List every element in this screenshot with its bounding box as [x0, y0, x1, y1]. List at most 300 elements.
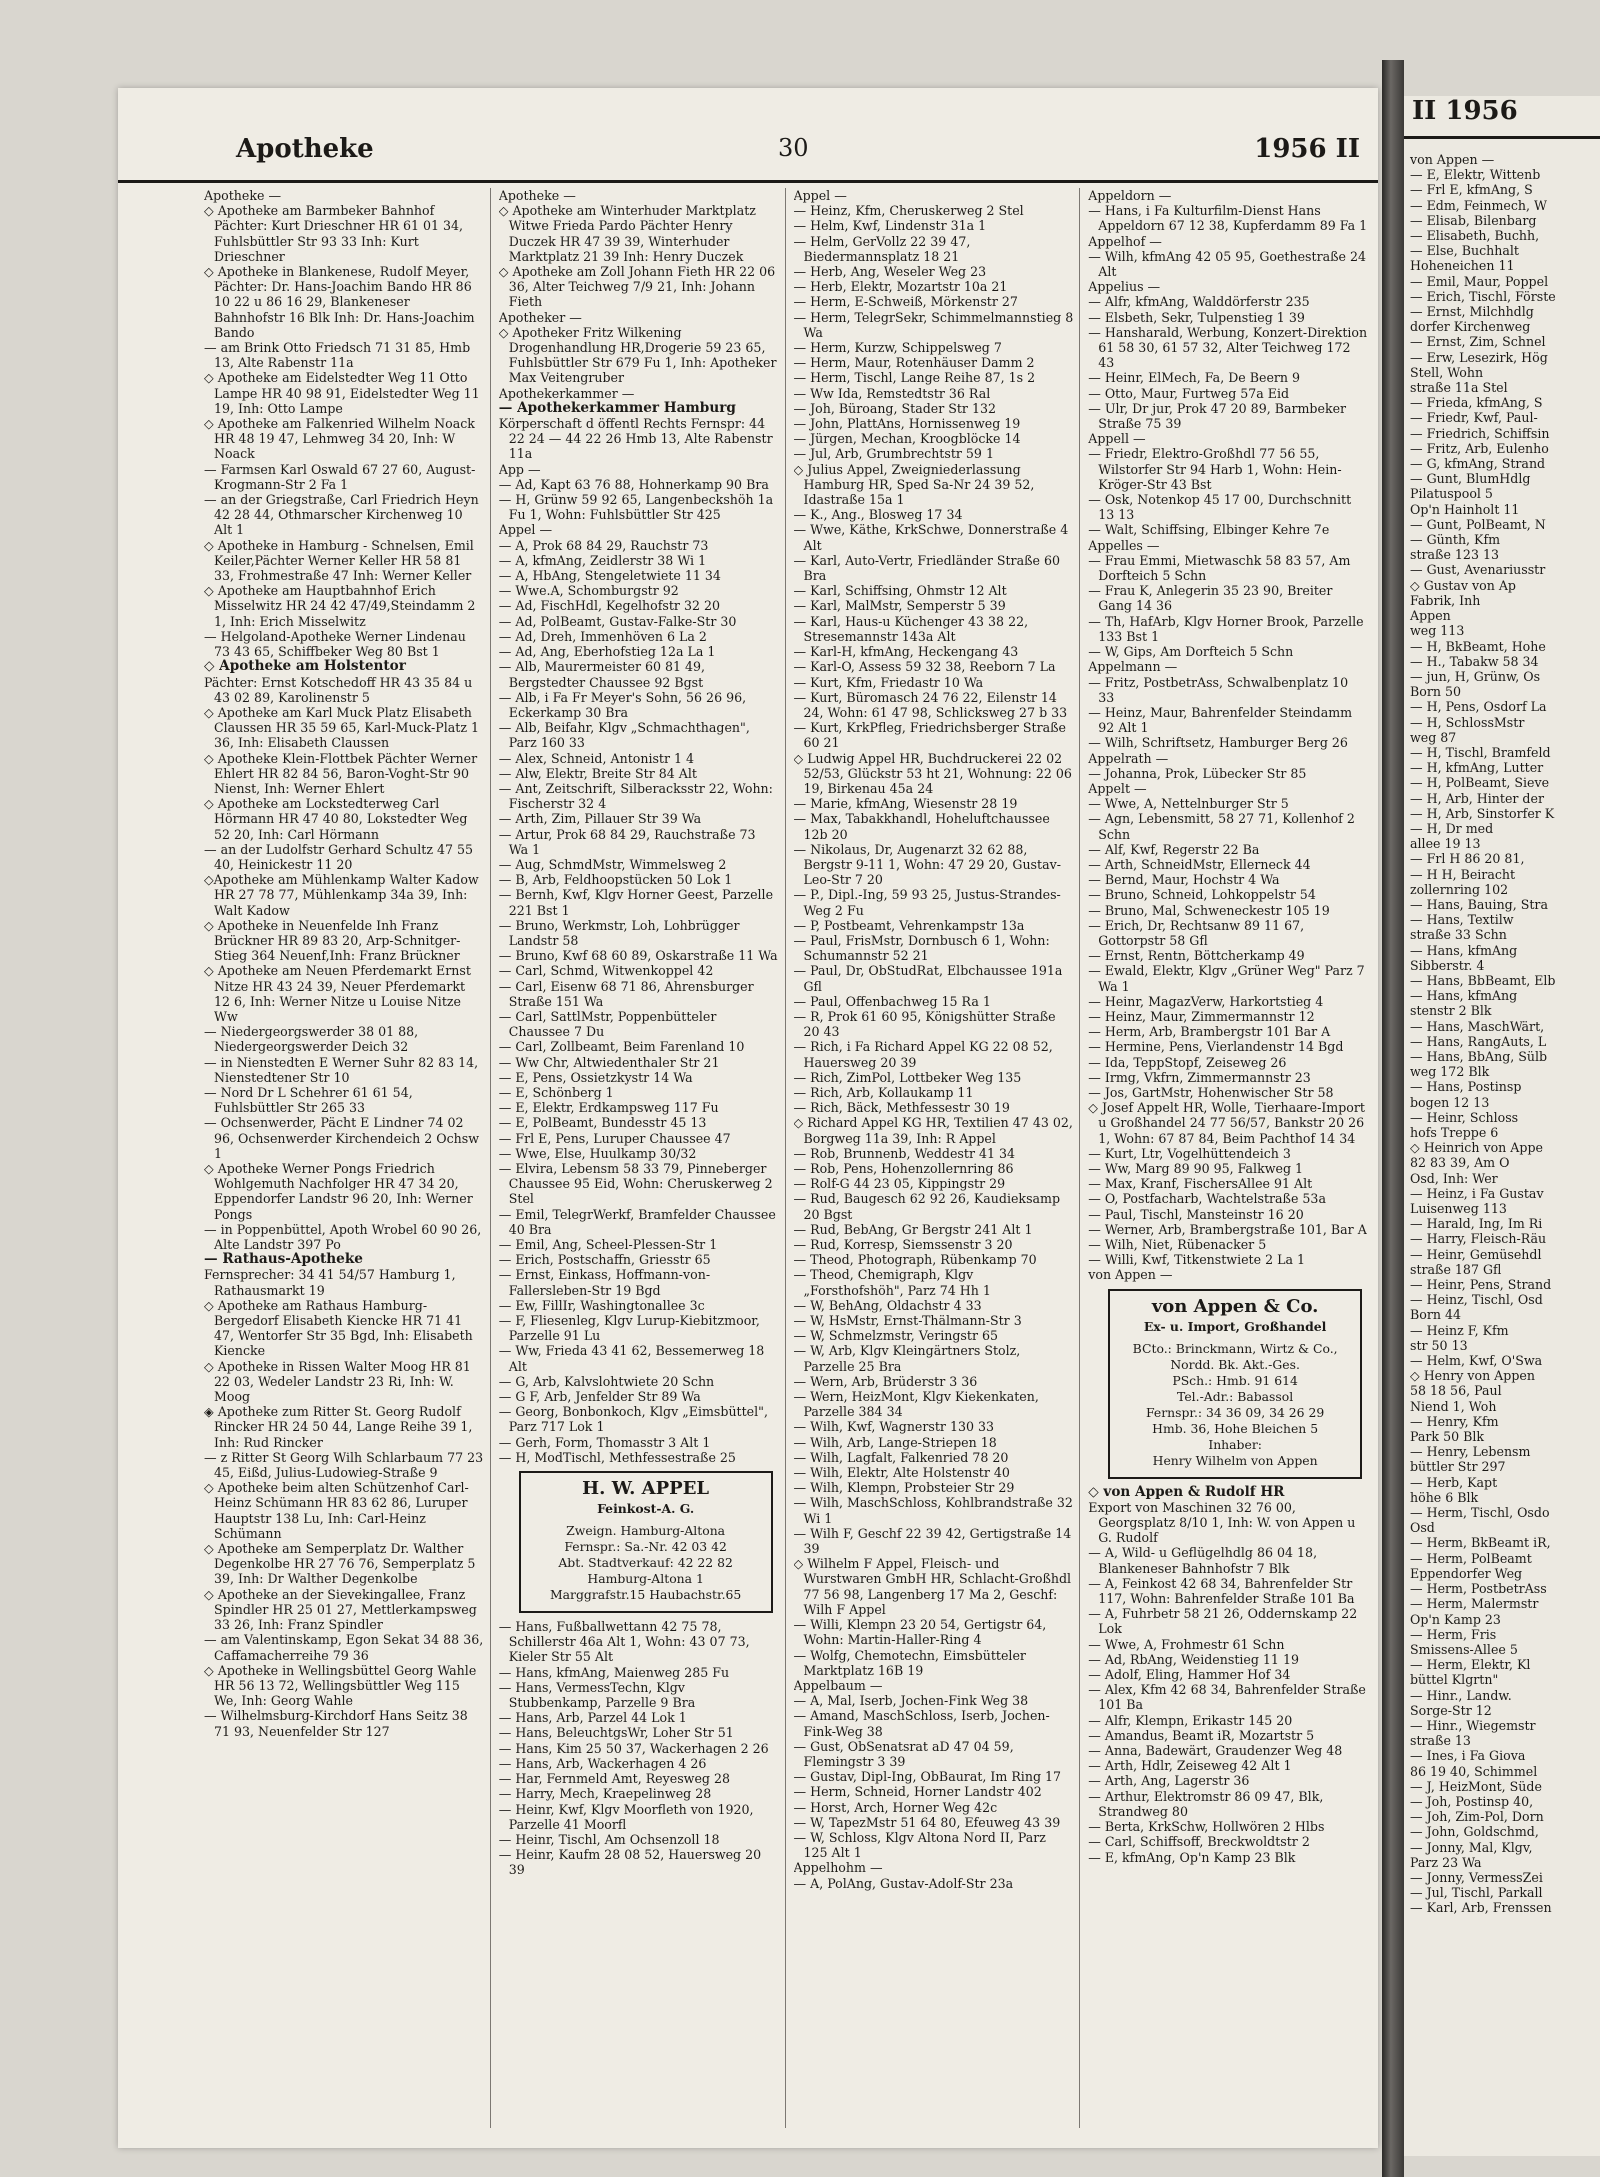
- directory-entry: — Hans, kfmAng: [1410, 988, 1518, 1004]
- directory-entry: — Wwe, A, Nettelnburger Str 5: [1088, 796, 1289, 812]
- directory-entry: — Emil, TelegrWerkf, Bramfelder Chaussee 40 Bra: [498, 1206, 776, 1237]
- directory-entry: — Karl, Arb, Frenssen: [1410, 1900, 1552, 1916]
- directory-entry: — Heinr, Tischl, Am Ochsenzoll 18: [498, 1831, 720, 1847]
- directory-entry: — Horst, Arch, Horner Weg 42c: [793, 1799, 998, 1815]
- directory-entry: Pächter: Ernst Kotschedoff HR 43 35 84 u 43 02 89, Karolinenstr 5: [204, 674, 473, 705]
- directory-entry: — Herm, Elektr, Kl: [1410, 1657, 1531, 1673]
- directory-entry: — Friedr, Kwf, Paul-: [1410, 410, 1538, 426]
- directory-entry: — Hans, kfmAng, Maienweg 285 Fu: [498, 1664, 730, 1680]
- directory-entry: — Georg, Bonbonkoch, Klgv „Eimsbüttel", Parz 717 Lok 1: [498, 1404, 768, 1435]
- directory-entry: — W, TapezMstr 51 64 80, Efeuweg 43 39: [793, 1814, 1061, 1830]
- directory-entry: — Hermine, Pens, Vierlandenstr 14 Bgd: [1088, 1039, 1344, 1055]
- directory-entry: — Alb, i Fa Fr Meyer's Sohn, 56 26 96, Eckerkamp 30 Bra: [498, 689, 747, 720]
- directory-entry: — A, HbAng, Stengeletwiete 11 34: [498, 568, 721, 584]
- directory-entry: — Heinr, Kaufm 28 08 52, Hauersweg 20 39: [498, 1847, 762, 1878]
- directory-entry: — Helm, Kwf, O'Swa: [1410, 1353, 1543, 1369]
- directory-entry: — Bruno, Werkmstr, Loh, Lohbrügger Landstr 58: [498, 917, 740, 948]
- directory-entry: — Farmsen Karl Oswald 67 27 60, August-Krogmann-Str 2 Fa 1: [204, 461, 476, 492]
- directory-entry: straße 13: [1410, 1733, 1471, 1749]
- column-4: [1088, 188, 1374, 2128]
- directory-entry: — E, Elektr, Wittenb: [1410, 167, 1541, 183]
- directory-entry: — Gustav, Dipl-Ing, ObBaurat, Im Ring 17: [793, 1769, 1062, 1785]
- directory-entry: — O, Postfacharb, Wachtelstraße 53a: [1088, 1191, 1326, 1207]
- directory-entry: weg 113: [1410, 623, 1465, 639]
- directory-entry: — Gust, ObSenatsrat aD 47 04 59, Flemingstr 3 39: [793, 1738, 1014, 1769]
- ad-line: Fernspr.: Sa.-Nr. 42 03 42: [564, 1539, 727, 1555]
- directory-entry: — Anna, Badewärt, Graudenzer Weg 48: [1088, 1743, 1343, 1759]
- book-spine: [1382, 60, 1404, 2177]
- ad-subtitle: Feinkost-A. G.: [597, 1501, 695, 1517]
- directory-entry: — Alf, Kwf, Regerstr 22 Ba: [1088, 841, 1260, 857]
- directory-entry: Appell —: [1088, 431, 1146, 447]
- directory-entry: — Ochsenwerder, Pächt E Lindner 74 02 96, Ochsenwerder Kirchendeich 2 Ochsw 1: [204, 1115, 479, 1161]
- directory-entry: straße 11a Stel: [1410, 380, 1508, 396]
- directory-entry: — Hans, BbAng, Sülb: [1410, 1048, 1548, 1064]
- directory-entry: — Alfr, kfmAng, Walddörferstr 235: [1088, 294, 1310, 310]
- ad-line: Inhaber:: [1208, 1436, 1262, 1452]
- directory-entry: — A, kfmAng, Zeidlerstr 38 Wi 1: [498, 552, 707, 568]
- directory-entry: Fabrik, Inh: [1410, 592, 1481, 608]
- directory-entry: — Otto, Maur, Furtweg 57a Eid: [1088, 385, 1290, 401]
- directory-entry: — Rich, i Fa Richard Appel KG 22 08 52, Hauersweg 20 39: [793, 1039, 1053, 1070]
- directory-entry: Op'n Hainholt 11: [1410, 501, 1520, 517]
- directory-entry: Appen: [1410, 608, 1451, 624]
- directory-entry: — Ernst, Milchhdlg: [1410, 304, 1534, 320]
- directory-entry: — Hans, Bauing, Stra: [1410, 896, 1548, 912]
- directory-entry: ◇ Apotheke am Hauptbahnhof Erich Misselwitz HR 24 42 47/49,Steindamm 2 1, Inh: Erich Misselwitz: [204, 583, 476, 629]
- directory-entry: — Hinr., Landw.: [1410, 1687, 1512, 1703]
- directory-entry: — H, kfmAng, Lutter: [1410, 760, 1544, 776]
- directory-entry: — W, HsMstr, Ernst-Thälmann-Str 3: [793, 1313, 1022, 1329]
- directory-entry: — W, BehAng, Oldachstr 4 33: [793, 1297, 982, 1313]
- directory-entry: Luisenweg 113: [1410, 1201, 1507, 1217]
- directory-entry: — Ad, Kapt 63 76 88, Hohnerkamp 90 Bra: [498, 476, 769, 492]
- directory-entry: — Hans, BeleuchtgsWr, Loher Str 51: [498, 1725, 734, 1741]
- directory-entry: — Emil, Maur, Poppel: [1410, 273, 1549, 289]
- directory-entry: — B, Arb, Feldhoopstücken 50 Lok 1: [498, 872, 733, 888]
- directory-entry: — Willi, Kwf, Titkenstwiete 2 La 1: [1088, 1252, 1305, 1268]
- directory-entry: — Rich, Bäck, Methfessestr 30 19: [793, 1100, 1010, 1116]
- directory-entry: — Paul, FrisMstr, Dornbusch 6 1, Wohn: Schumannstr 52 21: [793, 932, 1050, 964]
- directory-entry: — Gust, Avenariusstr: [1410, 562, 1546, 578]
- directory-entry: allee 19 13: [1410, 836, 1481, 852]
- directory-entry: — Erich, Dr, Rechtsanw 89 11 67, Gottorpstr 58 Gfl: [1088, 917, 1305, 948]
- directory-entry: Sibberstr. 4: [1410, 957, 1485, 973]
- directory-entry: — Wolfg, Chemotechn, Eimsbütteler Marktplatz 16B 19: [793, 1647, 1026, 1678]
- directory-entry: — P., Dipl.-Ing, 59 93 25, Justus-Strandes-Weg 2 Fu: [793, 887, 1061, 918]
- directory-entry: — A, Mal, Iserb, Jochen-Fink Weg 38: [793, 1693, 1029, 1709]
- directory-entry: — Heinr, Kwf, Klgv Moorfleth von 1920, Parzelle 41 Moorfl: [498, 1801, 754, 1832]
- directory-entry: — A, Fuhrbetr 58 21 26, Oddernskamp 22 Lok: [1088, 1606, 1358, 1637]
- directory-entry: — Elisab, Bilenbarg: [1410, 212, 1537, 228]
- directory-entry: — Karl, MalMstr, Semperstr 5 39: [793, 598, 1006, 614]
- directory-entry: — H H, Beiracht: [1410, 866, 1516, 882]
- directory-entry: 58 18 56, Paul: [1410, 1383, 1502, 1399]
- directory-entry: — H, Arb, Sinstorfer K: [1410, 805, 1555, 821]
- directory-entry: — Wilh, Arb, Lange-Striepen 18: [793, 1434, 997, 1450]
- directory-entry: — H, Pens, Osdorf La: [1410, 699, 1547, 715]
- advertisement-box: [1108, 1289, 1362, 1479]
- directory-entry: — Karl-O, Assess 59 32 38, Reeborn 7 La: [793, 659, 1056, 675]
- directory-entry: — Heinz, Maur, Zimmermannstr 12: [1088, 1008, 1315, 1024]
- directory-entry: — Ernst, Einkass, Hoffmann-von-Fallersleben-Str 19 Bgd: [498, 1267, 711, 1298]
- directory-entry: — Bruno, Schneid, Lohkoppelstr 54: [1088, 887, 1316, 903]
- directory-entry: — G F, Arb, Jenfelder Str 89 Wa: [498, 1389, 701, 1405]
- directory-entry: ◇ Henry von Appen: [1410, 1368, 1535, 1384]
- directory-entry: — Frl E, kfmAng, S: [1410, 182, 1533, 198]
- header-right: 1956 II: [1254, 134, 1360, 164]
- directory-entry: — Carl, Eisenw 68 71 86, Ahrensburger Straße 151 Wa: [498, 978, 754, 1009]
- directory-entry: — Alfr, Klempn, Erikastr 145 20: [1088, 1712, 1293, 1728]
- directory-entry: — Marie, kfmAng, Wiesenstr 28 19: [793, 796, 1018, 812]
- directory-entry: — Theod, Photograph, Rübenkamp 70: [793, 1252, 1037, 1268]
- directory-entry: ◇ Josef Appelt HR, Wolle, Tierhaare-Import u Großhandel 24 77 56/57, Bankstr 20 26 1, Wohn: 67 87 84, Beim Pachthof 14 34: [1088, 1100, 1365, 1146]
- directory-entry: Appelhof —: [1088, 233, 1162, 249]
- directory-entry: Osd, Inh: Wer: [1410, 1170, 1498, 1186]
- directory-entry: — Erw, Lesezirk, Hög: [1410, 349, 1548, 365]
- directory-entry: — Wilh, kfmAng 42 05 95, Goethestraße 24 Alt: [1088, 248, 1367, 280]
- directory-entry: — in Nienstedten E Werner Suhr 82 83 14, Nienstedtener Str 10: [204, 1054, 479, 1085]
- directory-entry: — Heinr, ElMech, Fa, De Beern 9: [1088, 370, 1301, 386]
- directory-entry: — Heinr, Schloss: [1410, 1109, 1519, 1125]
- directory-entry: ◇ Apotheke beim alten Schützenhof Carl-Heinz Schümann HR 83 62 86, Luruper Hauptstr 138 Lu, Inh: Carl-Heinz Schümann: [204, 1480, 469, 1541]
- directory-entry: — Ad, PolBeamt, Gustav-Falke-Str 30: [498, 613, 737, 629]
- directory-entry: — Alb, Maurermeister 60 81 49, Bergstedter Chaussee 92 Bgst: [498, 659, 706, 690]
- directory-entry: 82 83 39, Am O: [1410, 1155, 1510, 1171]
- directory-entry: — Har, Fernmeld Amt, Reyesweg 28: [498, 1771, 730, 1787]
- directory-entry: — Ulr, Dr jur, Prok 47 20 89, Barmbeker Straße 75 39: [1088, 400, 1347, 432]
- directory-entry: — Bernh, Kwf, Klgv Horner Geest, Parzelle 221 Bst 1: [498, 887, 774, 918]
- directory-entry: — Wilhelmsburg-Kirchdorf Hans Seitz 38 71 93, Neuenfelder Str 127: [204, 1708, 468, 1739]
- header-left: Apotheke: [236, 134, 374, 164]
- directory-entry: ◇ Richard Appel KG HR, Textilien 47 43 02, Borgweg 11a 39, Inh: R Appel: [793, 1115, 1073, 1146]
- directory-entry: ◇ Apotheke in Blankenese, Rudolf Meyer, Pächter: Dr. Hans-Joachim Bando HR 86 10 22 u 86 16 29, Blankeneser Bahnhofstr 16 Blk Inh: Dr. Hans-Joachim Bando: [204, 264, 475, 340]
- directory-entry: — Frieda, kfmAng, S: [1410, 395, 1543, 411]
- header-rule: [118, 180, 1378, 183]
- directory-entry: — Heinz, Kfm, Cheruskerweg 2 Stel: [793, 203, 1024, 219]
- directory-entry: Hoheneichen 11: [1410, 258, 1515, 274]
- directory-entry: — Kurt, KrkPfleg, Friedrichsberger Straße 60 21: [793, 720, 1067, 751]
- directory-entry: — Bernd, Maur, Hochstr 4 Wa: [1088, 872, 1280, 888]
- directory-entry: ◇ Apotheke am Semperplatz Dr. Walther Degenkolbe HR 27 76 76, Semperplatz 5 39, Inh: Dr Walther Degenkolbe: [204, 1541, 476, 1587]
- directory-entry: ◇ Apotheke am Winterhuder Marktplatz Witwe Frieda Pardo Pächter Henry Duczek HR 47 39 39, Winterhuder Marktplatz 21 39 Inh: Henry Duczek: [498, 203, 756, 264]
- directory-entry: Smissens-Allee 5: [1410, 1641, 1518, 1657]
- adjacent-page: [1404, 96, 1600, 2156]
- directory-entry: — Friedr, Elektro-Großhdl 77 56 55, Wilstorfer Str 94 Harb 1, Wohn: Hein-Kröger-Str 43 Bst: [1088, 446, 1342, 492]
- directory-entry: — Herm, Arb, Brambergstr 101 Bar A: [1088, 1024, 1331, 1040]
- directory-entry: — Harry, Mech, Kraepelinweg 28: [498, 1786, 712, 1802]
- directory-entry: — W, Gips, Am Dorfteich 5 Schn: [1088, 644, 1294, 660]
- directory-entry: — Frau K, Anlegerin 35 23 90, Breiter Gang 14 36: [1088, 583, 1333, 614]
- directory-entry: — Wilh, Niet, Rübenacker 5: [1088, 1237, 1267, 1253]
- directory-entry: ◇Apotheke am Mühlenkamp Walter Kadow HR 27 78 77, Mühlenkamp 34a 39, Inh: Walt Kadow: [204, 872, 479, 918]
- directory-entry: ◇ Apotheke in Rissen Walter Moog HR 81 22 03, Wedeler Landstr 23 Ri, Inh: W. Moog: [204, 1358, 471, 1405]
- directory-entry: — Jul, Tischl, Parkall: [1410, 1885, 1543, 1901]
- directory-entry: — Gunt, PolBeamt, N: [1410, 516, 1546, 532]
- directory-entry: — Werner, Arb, Brambergstraße 101, Bar A: [1088, 1221, 1367, 1237]
- directory-entry: Appelhohm —: [793, 1860, 883, 1876]
- directory-entry: — John, PlattAns, Hornissenweg 19: [793, 416, 1021, 432]
- directory-entry: — Carl, Schmd, Witwenkoppel 42: [498, 963, 714, 979]
- directory-entry: ◇ Apotheke am Karl Muck Platz Elisabeth Claussen HR 35 59 65, Karl-Muck-Platz 1 36, Inh: Elisabeth Claussen: [204, 704, 479, 751]
- directory-entry: — Osk, Notenkop 45 17 00, Durchschnitt 13 13: [1088, 492, 1352, 523]
- directory-entry: — H, Tischl, Bramfeld: [1410, 744, 1551, 760]
- directory-page: [118, 88, 1378, 2148]
- directory-entry: — Jürgen, Mechan, Kroogblöcke 14: [793, 431, 1021, 447]
- directory-entry: — W, Schloss, Klgv Altona Nord II, Parz 125 Alt 1: [793, 1829, 1046, 1861]
- directory-entry: — Herm, Tischl, Osdo: [1410, 1505, 1550, 1521]
- directory-entry: — Max, Tabakkhandl, Hoheluftchaussee 12b 20: [793, 811, 1050, 842]
- directory-entry: — Kurt, Ltr, Vogelhüttendeich 3: [1088, 1145, 1291, 1161]
- directory-entry: — Carl, SattlMstr, Poppenbütteler Chaussee 7 Du: [498, 1008, 717, 1040]
- directory-entry: hofs Treppe 6: [1410, 1125, 1499, 1140]
- directory-entry: — F, Fliesenleg, Klgv Lurup-Kiebitzmoor, Parzelle 91 Lu: [498, 1313, 760, 1344]
- directory-entry: — Jos, GartMstr, Hohenwischer Str 58: [1088, 1084, 1334, 1100]
- directory-entry: — Rolf-G 44 23 05, Kippingstr 29: [793, 1176, 1006, 1192]
- directory-entry: Born 50: [1410, 684, 1461, 700]
- directory-entry: — E, Pens, Ossietzkystr 14 Wa: [498, 1069, 693, 1085]
- directory-entry: — Harry, Fleisch-Räu: [1410, 1231, 1547, 1247]
- ad-line: Abt. Stadtverkauf: 42 22 82: [558, 1555, 733, 1571]
- directory-entry: höhe 6 Blk: [1410, 1489, 1479, 1505]
- directory-entry: — Karl-H, kfmAng, Heckengang 43: [793, 644, 1019, 660]
- directory-entry: — H, ModTischl, Methfessestraße 25: [498, 1449, 736, 1465]
- directory-entry: — Wilh, Kwf, Wagnerstr 130 33: [793, 1419, 995, 1435]
- directory-entry: — Helm, Kwf, Lindenstr 31a 1: [793, 218, 987, 234]
- ad-line: Henry Wilhelm von Appen: [1152, 1452, 1318, 1468]
- directory-entry: — Erich, Postschaffn, Griesstr 65: [498, 1252, 711, 1268]
- directory-entry: weg 172 Blk: [1410, 1064, 1490, 1080]
- directory-entry: — in Poppenbüttel, Apoth Wrobel 60 90 26, Alte Landstr 397 Po: [204, 1221, 482, 1253]
- directory-entry: — Aug, SchmdMstr, Wimmelsweg 2: [498, 856, 727, 872]
- directory-entry: — Wwe, Käthe, KrkSchwe, Donnerstraße 4 Alt: [793, 522, 1069, 553]
- directory-entry: ◇ Apotheke in Wellingsbüttel Georg Wahle HR 56 13 72, Wellingsbüttler Weg 115 We, Inh: Georg Wahle: [204, 1662, 477, 1709]
- directory-entry: — Herm, E-Schweiß, Mörkenstr 27: [793, 294, 1018, 310]
- ad-line: Hmb. 36, Hohe Bleichen 5: [1152, 1420, 1319, 1436]
- directory-entry: — W, Schmelzmstr, Veringstr 65: [793, 1328, 998, 1344]
- directory-entry: — Karl, Auto-Vertr, Friedländer Straße 60 Bra: [793, 552, 1060, 584]
- directory-entry: Apotheke —: [498, 188, 576, 203]
- directory-entry: — Fritz, Arb, Eulenho: [1410, 440, 1549, 456]
- directory-entry: — Wilh, Elektr, Alte Holstenstr 40: [793, 1465, 1010, 1481]
- directory-entry: — Helm, GerVollz 22 39 47, Biedermannsplatz 18 21: [793, 233, 971, 264]
- directory-entry: — Heinr, Pens, Strand: [1410, 1277, 1552, 1293]
- directory-entry: ◇ Apotheke am Holstentor: [204, 658, 406, 675]
- directory-entry: — Agn, Lebensmitt, 58 27 71, Kollenhof 2 Schn: [1088, 811, 1355, 842]
- directory-entry: Appelius —: [1088, 279, 1161, 295]
- directory-entry: — Ad, FischHdl, Kegelhofstr 32 20: [498, 598, 721, 614]
- directory-entry: — Hans, kfmAng: [1410, 942, 1518, 958]
- directory-entry: Apotheker —: [498, 309, 582, 325]
- directory-entry: — Joh, Zim-Pol, Dorn: [1410, 1809, 1544, 1825]
- directory-entry: — an der Ludolfstr Gerhard Schultz 47 55 40, Heinickestr 11 20: [204, 841, 474, 872]
- directory-entry: — Heinr, Gemüsehdl: [1410, 1246, 1542, 1262]
- directory-entry: — Ad, RbAng, Weidenstieg 11 19: [1088, 1651, 1299, 1667]
- directory-entry: — Rud, Korresp, Siemssenstr 3 20: [793, 1237, 1013, 1253]
- directory-entry: — Joh, Büroang, Stader Str 132: [793, 400, 996, 416]
- directory-entry: — Herm, PostbetrAss: [1410, 1581, 1547, 1597]
- directory-entry: — Hans, VermessTechn, Klgv Stubbenkamp, Parzelle 9 Bra: [498, 1679, 696, 1711]
- column-2: [499, 188, 786, 2128]
- directory-entry: Appel —: [498, 522, 553, 538]
- directory-entry: — an der Griegstraße, Carl Friedrich Heyn 42 28 44, Othmarscher Kirchenweg 10 Alt 1: [204, 492, 479, 538]
- directory-entry: weg 87: [1410, 729, 1457, 745]
- directory-entry: 86 19 40, Schimmel: [1410, 1763, 1538, 1779]
- directory-entry: — Wern, Arb, Brüderstr 3 36: [793, 1373, 978, 1389]
- directory-entry: — Ewald, Elektr, Klgv „Grüner Weg" Parz 7 Wa 1: [1088, 963, 1365, 994]
- advertisement-box: [519, 1471, 773, 1613]
- directory-entry: — Bruno, Mal, Schweneckestr 105 19: [1088, 902, 1330, 918]
- directory-entry: — Ew, FillIr, Washingtonallee 3c: [498, 1297, 705, 1313]
- directory-entry: ◇ Apotheke am Falkenried Wilhelm Noack HR 48 19 47, Lehmweg 34 20, Inh: W Noack: [204, 416, 475, 462]
- directory-entry: — Hans, Kim 25 50 37, Wackerhagen 2 26: [498, 1740, 769, 1756]
- directory-entry: — Alex, Schneid, Antonistr 1 4: [498, 750, 695, 766]
- directory-entry: — Ernst, Zim, Schnel: [1410, 334, 1546, 350]
- directory-entry: Apotheke —: [204, 188, 282, 203]
- directory-entry: — jun, H, Grünw, Os: [1410, 668, 1541, 684]
- directory-entry: straße 123 13: [1410, 547, 1499, 563]
- directory-entry: ◇ Ludwig Appel HR, Buchdruckerei 22 02 52/53, Glückstr 53 ht 21, Wohnung: 22 06 19, Birkenau 45a 24: [793, 750, 1072, 796]
- directory-entry: — Ad, Dreh, Immenhöven 6 La 2: [498, 628, 707, 644]
- directory-entry: — Irmg, Vkfrn, Zimmermannstr 23: [1088, 1069, 1311, 1085]
- directory-entry: — Herm, Schneid, Horner Landstr 402: [793, 1784, 1042, 1800]
- adjacent-header-rule: [1404, 136, 1600, 139]
- directory-entry: — H, Arb, Hinter der: [1410, 790, 1544, 806]
- directory-entry: — Herm, Fris: [1410, 1626, 1497, 1642]
- directory-entry: — Arth, Zim, Pillauer Str 39 Wa: [498, 811, 702, 827]
- directory-entry: — E, kfmAng, Op'n Kamp 23 Blk: [1088, 1849, 1296, 1865]
- ad-line: Tel.-Adr.: Babassol: [1177, 1388, 1294, 1404]
- directory-entry: — Ida, TeppStopf, Zeiseweg 26: [1088, 1054, 1287, 1070]
- directory-entry: bogen 12 13: [1410, 1094, 1490, 1110]
- ad-line: PSch.: Hmb. 91 614: [1172, 1372, 1298, 1388]
- directory-entry: — H, PolBeamt, Sieve: [1410, 775, 1550, 791]
- directory-entry: Appelrath —: [1088, 750, 1169, 766]
- directory-entry: — Heinz, Maur, Bahrenfelder Steindamm 92 Alt 1: [1088, 704, 1353, 736]
- directory-entry: — Wilh, Lagfalt, Falkenried 78 20: [793, 1449, 1009, 1465]
- directory-entry: — K., Ang., Blosweg 17 34: [793, 507, 963, 523]
- directory-entry: — Bruno, Kwf 68 60 89, Oskarstraße 11 Wa: [498, 948, 778, 964]
- directory-entry: straße 33 Schn: [1410, 927, 1507, 943]
- directory-entry: — Rob, Pens, Hohenzollernring 86: [793, 1161, 1014, 1176]
- directory-entry: — H., Tabakw 58 34: [1410, 653, 1539, 669]
- directory-entry: — Niedergeorgswerder 38 01 88, Niedergeorgswerder Deich 32: [204, 1024, 419, 1055]
- directory-entry: Sorge-Str 12: [1410, 1702, 1492, 1718]
- directory-entry: — Hans, Arb, Parzel 44 Lok 1: [498, 1710, 687, 1726]
- directory-entry: — Herm, Tischl, Lange Reihe 87, 1s 2: [793, 370, 1036, 386]
- directory-entry: — Ant, Zeitschrift, Silberacksstr 22, Wohn: Fischerstr 32 4: [498, 780, 773, 812]
- directory-entry: — Friedrich, Schiffsin: [1410, 425, 1550, 441]
- columns-container: [204, 188, 1374, 2128]
- directory-entry: — Alw, Elektr, Breite Str 84 Alt: [498, 765, 697, 781]
- directory-entry: — Wwe, Else, Huulkamp 30/32: [498, 1145, 697, 1161]
- ad-line: Zweign. Hamburg-Altona: [566, 1523, 726, 1539]
- directory-entry: Park 50 Blk: [1410, 1429, 1485, 1445]
- directory-entry: Eppendorfer Weg: [1410, 1565, 1523, 1581]
- directory-entry: — Ww Chr, Altwiedenthaler Str 21: [498, 1054, 720, 1070]
- ad-subtitle: Ex- u. Import, Großhandel: [1143, 1318, 1327, 1334]
- directory-entry: — Elsbeth, Sekr, Tulpenstieg 1 39: [1088, 309, 1305, 325]
- directory-entry: Stell, Wohn: [1410, 364, 1484, 380]
- directory-entry: — Hans, RangAuts, L: [1410, 1033, 1547, 1049]
- directory-entry: — H, Grünw 59 92 65, Langenbeckshöh 1a Fu 1, Wohn: Fuhlsbüttler Str 425: [498, 492, 774, 523]
- ad-line: Fernspr.: 34 36 09, 34 26 29: [1145, 1404, 1325, 1420]
- directory-entry: — Herm, TelegrSekr, Schimmelmannstieg 8 Wa: [793, 309, 1074, 340]
- directory-entry: — Wwe, A, Frohmestr 61 Schn: [1088, 1636, 1285, 1652]
- directory-entry: — z Ritter St Georg Wilh Schlarbaum 77 23 45, Eißd, Julius-Ludowieg-Straße 9: [204, 1449, 484, 1481]
- directory-entry: ◈ Apotheke zum Ritter St. Georg Rudolf Rincker HR 24 50 44, Lange Reihe 39 1, Inh: Rud Rincker: [204, 1404, 473, 1450]
- directory-entry: ◇ Apotheke in Neuenfelde Inh Franz Brückner HR 89 83 20, Arp-Schnitger-Stieg 364 Neuenf,Inh: Franz Brückner: [204, 917, 461, 964]
- directory-entry: — Paul, Dr, ObStudRat, Elbchaussee 191a Gfl: [793, 963, 1063, 994]
- directory-entry: — Walt, Schiffsing, Elbinger Kehre 7e: [1088, 522, 1330, 538]
- directory-entry: — Ines, i Fa Giova: [1410, 1748, 1526, 1764]
- directory-entry: — Hansharald, Werbung, Konzert-Direktion 61 58 30, 61 57 32, Alter Teichweg 172 43: [1088, 324, 1368, 371]
- directory-entry: — Berta, KrkSchw, Hollwören 2 Hlbs: [1088, 1819, 1325, 1835]
- directory-entry: Appeldorn —: [1088, 188, 1172, 203]
- directory-entry: — Hans, MaschWärt,: [1410, 1018, 1545, 1034]
- directory-entry: — Rathaus-Apotheke: [204, 1251, 363, 1268]
- directory-entry: — Amandus, Beamt iR, Mozartstr 5: [1088, 1727, 1315, 1743]
- directory-entry: — Amand, MaschSchloss, Iserb, Jochen-Fink-Weg 38: [793, 1708, 1050, 1739]
- directory-entry: — Ad, Ang, Eberhofstieg 12a La 1: [498, 644, 716, 660]
- directory-entry: — Herm, Maur, Rotenhäuser Damm 2: [793, 355, 1035, 371]
- directory-entry: — Rich, Arb, Kollaukamp 11: [793, 1084, 974, 1100]
- directory-entry: — Helgoland-Apotheke Werner Lindenau 73 43 65, Schiffbeker Weg 80 Bst 1: [204, 628, 466, 660]
- directory-entry: — G, Arb, Kalvslohtwiete 20 Schn: [498, 1373, 715, 1389]
- directory-entry: — Alex, Kfm 42 68 34, Bahrenfelder Straße 101 Ba: [1088, 1682, 1366, 1713]
- directory-entry: — Wern, HeizMont, Klgv Kiekenkaten, Parzelle 384 34: [793, 1389, 1039, 1420]
- directory-entry: ◇ von Appen & Rudolf HR: [1088, 1483, 1285, 1500]
- directory-entry: — Gunt, BlumHdlg: [1410, 471, 1531, 487]
- directory-entry: — Elisabeth, Buchh,: [1410, 228, 1540, 244]
- directory-entry: Körperschaft d öffentl Rechts Fernspr: 44 22 24 — 44 22 26 Hmb 13, Alte Rabenstr 11a: [498, 416, 773, 462]
- directory-entry: — Apothekerkammer Hamburg: [498, 399, 736, 416]
- directory-entry: ◇ Apotheke am Barmbeker Bahnhof Pächter: Kurt Drieschner HR 61 01 34, Fuhlsbüttler Str 93 33 Inh: Kurt Drieschner: [204, 203, 464, 264]
- directory-entry: Fernsprecher: 34 41 54/57 Hamburg 1, Rathausmarkt 19: [204, 1267, 456, 1298]
- ad-line: BCto.: Brinckmann, Wirtz & Co., Nordd. Bk. Akt.-Ges.: [1132, 1340, 1338, 1372]
- directory-entry: — G, kfmAng, Strand: [1410, 456, 1546, 472]
- directory-entry: — Arthur, Elektromstr 86 09 47, Blk, Strandweg 80: [1088, 1788, 1324, 1819]
- directory-entry: — Rob, Brunnenb, Weddestr 41 34: [793, 1145, 1016, 1161]
- directory-entry: Appel —: [793, 188, 847, 203]
- directory-entry: — Hans, Postinsp: [1410, 1079, 1522, 1095]
- page-number: 30: [778, 134, 809, 162]
- directory-entry: Op'n Kamp 23: [1410, 1611, 1501, 1627]
- directory-entry: ◇ Heinrich von Appe: [1410, 1140, 1543, 1156]
- directory-entry: — P, Postbeamt, Vehrenkampstr 13a: [793, 917, 1025, 933]
- directory-entry: — Arth, Hdlr, Zeiseweg 42 Alt 1: [1088, 1758, 1292, 1774]
- directory-entry: — Wilh, Schriftsetz, Hamburger Berg 26: [1088, 735, 1348, 751]
- directory-entry: Export von Maschinen 32 76 00, Georgsplatz 8/10 1, Inh: W. von Appen u G. Rudolf: [1088, 1499, 1356, 1546]
- directory-entry: — Herm, Kurzw, Schippelsweg 7: [793, 340, 1002, 356]
- directory-entry: — A, Feinkost 42 68 34, Bahrenfelder Str 117, Wohn: Bahrenfelder Straße 101 Ba: [1088, 1575, 1355, 1607]
- directory-entry: Appelles —: [1088, 537, 1160, 553]
- directory-entry: — Hans, Textilw: [1410, 912, 1514, 928]
- directory-entry: Appelt —: [1088, 780, 1147, 796]
- directory-entry: — Karl, Haus-u Küchenger 43 38 22, Stresemannstr 143a Alt: [793, 613, 1029, 644]
- directory-entry: Osd: [1410, 1520, 1435, 1536]
- directory-entry: — Ww Ida, Remstedtstr 36 Ral: [793, 385, 991, 401]
- directory-entry: — Jonny, Mal, Klgv,: [1410, 1839, 1533, 1855]
- directory-entry: — Johanna, Prok, Lübecker Str 85: [1088, 765, 1307, 781]
- directory-entry: — Ernst, Rentn, Böttcherkamp 49: [1088, 948, 1305, 964]
- ad-line: Marggrafstr.15 Haubachstr.65: [549, 1587, 742, 1603]
- directory-entry: — Paul, Tischl, Mansteinstr 16 20: [1088, 1206, 1304, 1222]
- directory-entry: — Frl E, Pens, Luruper Chaussee 47: [498, 1130, 731, 1146]
- directory-entry: — Wilh F, Geschf 22 39 42, Gertigstraße 14 39: [793, 1525, 1072, 1557]
- directory-entry: ◇ Apotheke am Neuen Pferdemarkt Ernst Nitze HR 43 24 39, Neuer Pferdemarkt 12 6, Inh: Werner Nitze u Louise Nitze Ww: [204, 963, 471, 1024]
- directory-entry: — Günth, Kfm: [1410, 532, 1501, 548]
